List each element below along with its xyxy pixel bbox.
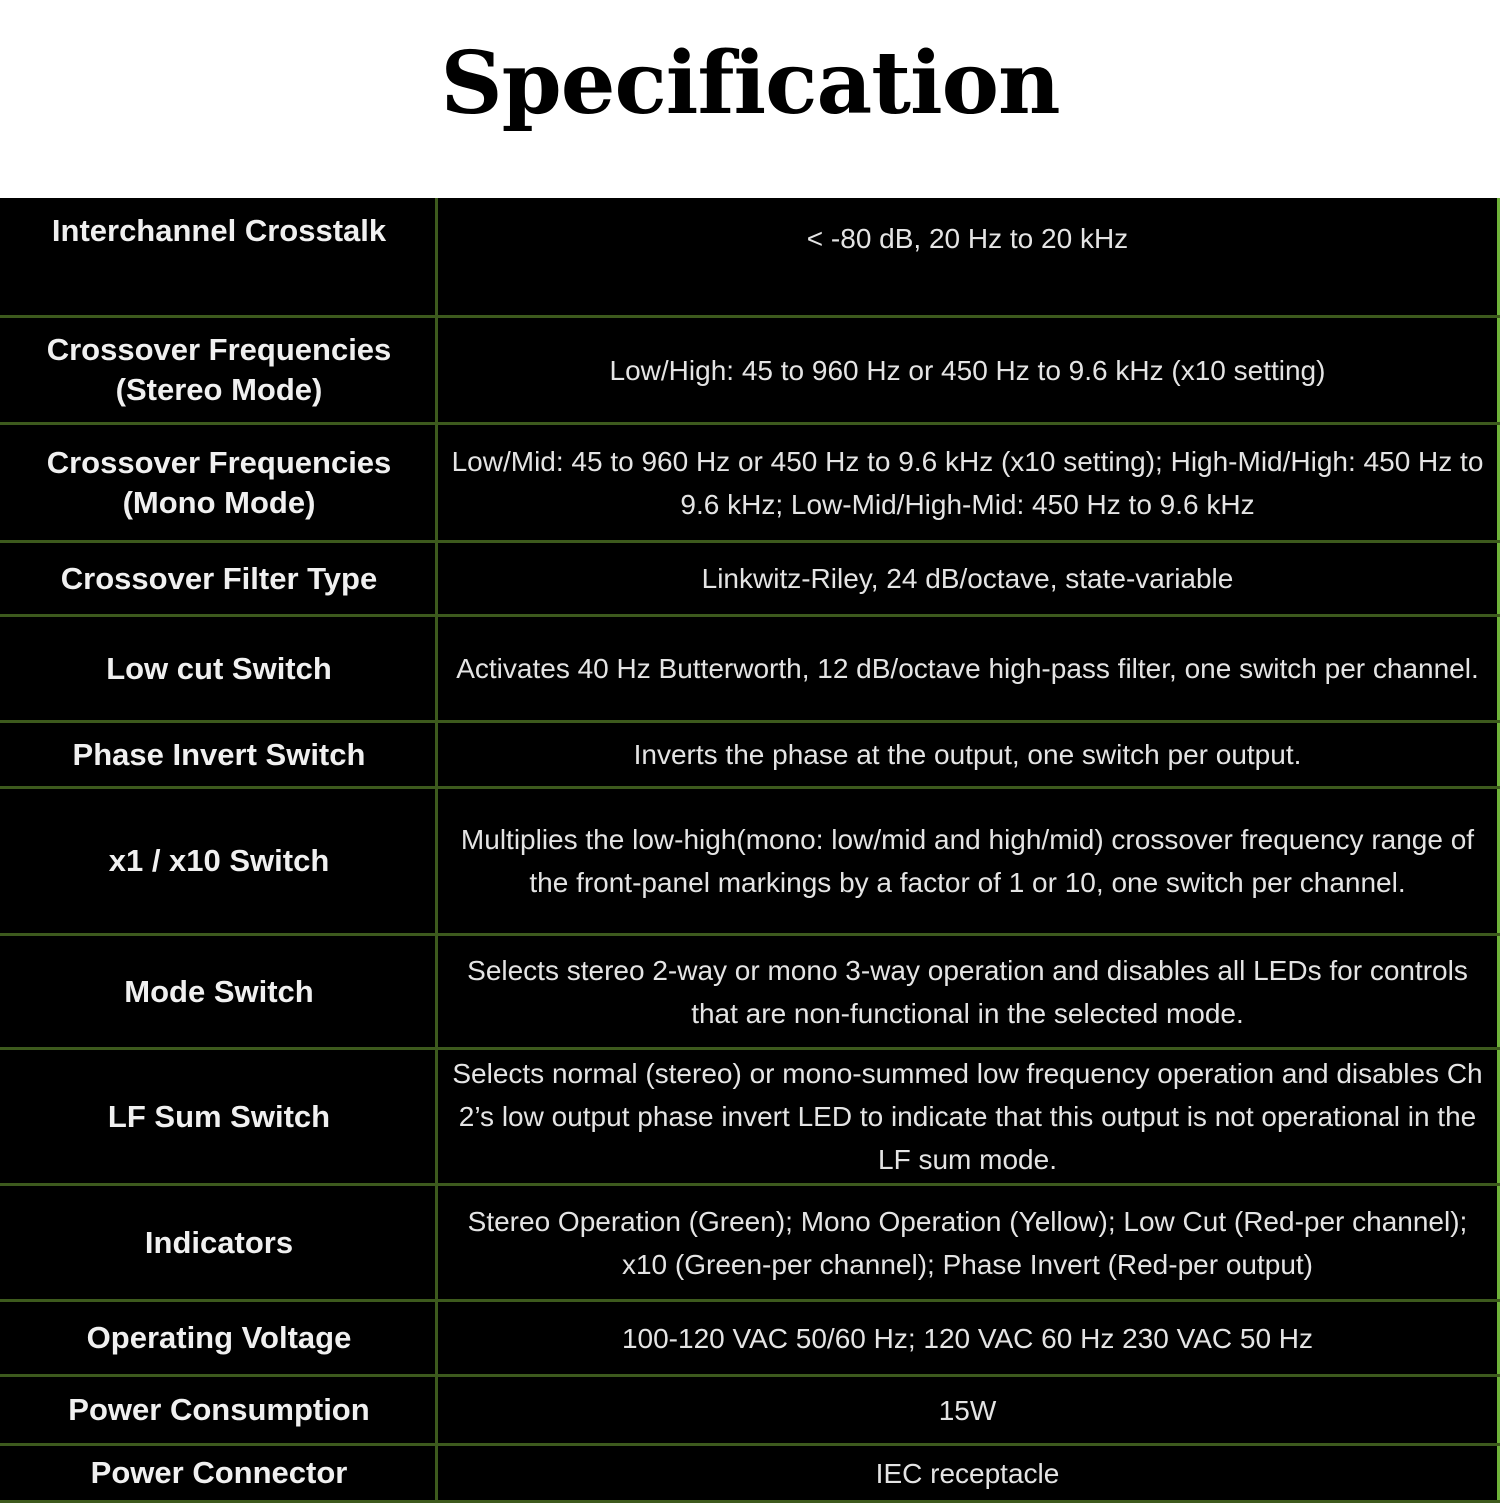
table-row	[2, 1445, 1499, 1502]
spec-value: Linkwitz-Riley, 24 dB/octave, state-variable	[437, 542, 1499, 616]
spec-label: x1 / x10 Switch	[2, 788, 437, 935]
spec-label: Power Consumption	[2, 1376, 437, 1445]
table-row	[2, 1185, 1499, 1301]
table-row	[2, 935, 1499, 1049]
spec-value: < -80 dB, 20 Hz to 20 kHz	[437, 200, 1499, 317]
spec-value: Multiplies the low-high(mono: low/mid and high/mid) crossover frequency range of the front-panel markings by a factor of 1 or 10, one switch per channel.	[437, 788, 1499, 935]
table-row	[2, 616, 1499, 722]
spec-label: Indicators	[2, 1185, 437, 1301]
spec-label: LF Sum Switch	[2, 1049, 437, 1185]
page-title: Specification	[440, 32, 1060, 134]
spec-value: Selects stereo 2-way or mono 3-way operation and disables all LEDs for controls that are non-functional in the selected mode.	[437, 935, 1499, 1049]
spec-value: Low/Mid: 45 to 960 Hz or 450 Hz to 9.6 kHz (x10 setting); High-Mid/High: 450 Hz to 9.6 kHz; Low-Mid/High-Mid: 450 Hz to 9.6 kHz	[437, 424, 1499, 542]
spec-value: 100-120 VAC 50/60 Hz; 120 VAC 60 Hz 230 VAC 50 Hz	[437, 1301, 1499, 1376]
table-row	[2, 542, 1499, 616]
spec-label: Interchannel Crosstalk	[2, 200, 437, 317]
table-row	[2, 1049, 1499, 1185]
spec-value: 15W	[437, 1376, 1499, 1445]
table-row	[2, 317, 1499, 424]
spec-value: Stereo Operation (Green); Mono Operation (Yellow); Low Cut (Red-per channel); x10 (Green-per channel); Phase Invert (Red-per output)	[437, 1185, 1499, 1301]
table-row	[2, 788, 1499, 935]
specification-table	[0, 198, 1500, 1503]
table-row	[2, 424, 1499, 542]
spec-label: Power Connector	[2, 1445, 437, 1502]
spec-value: Selects normal (stereo) or mono-summed low frequency operation and disables Ch 2’s low output phase invert LED to indicate that this output is not operational in the LF sum mode.	[437, 1049, 1499, 1185]
spec-label: Crossover Frequencies (Stereo Mode)	[2, 317, 437, 424]
spec-value: Low/High: 45 to 960 Hz or 450 Hz to 9.6 kHz (x10 setting)	[437, 317, 1499, 424]
table-row	[2, 1301, 1499, 1376]
spec-label: Mode Switch	[2, 935, 437, 1049]
spec-label: Operating Voltage	[2, 1301, 437, 1376]
table-row	[2, 722, 1499, 788]
spec-label: Crossover Filter Type	[2, 542, 437, 616]
table-row	[2, 200, 1499, 317]
spec-value: Inverts the phase at the output, one switch per output.	[437, 722, 1499, 788]
spec-label: Crossover Frequencies (Mono Mode)	[2, 424, 437, 542]
table-row	[2, 1376, 1499, 1445]
spec-label: Low cut Switch	[2, 616, 437, 722]
spec-value: Activates 40 Hz Butterworth, 12 dB/octave high-pass filter, one switch per channel.	[437, 616, 1499, 722]
spec-value: IEC receptacle	[437, 1445, 1499, 1502]
spec-label: Phase Invert Switch	[2, 722, 437, 788]
